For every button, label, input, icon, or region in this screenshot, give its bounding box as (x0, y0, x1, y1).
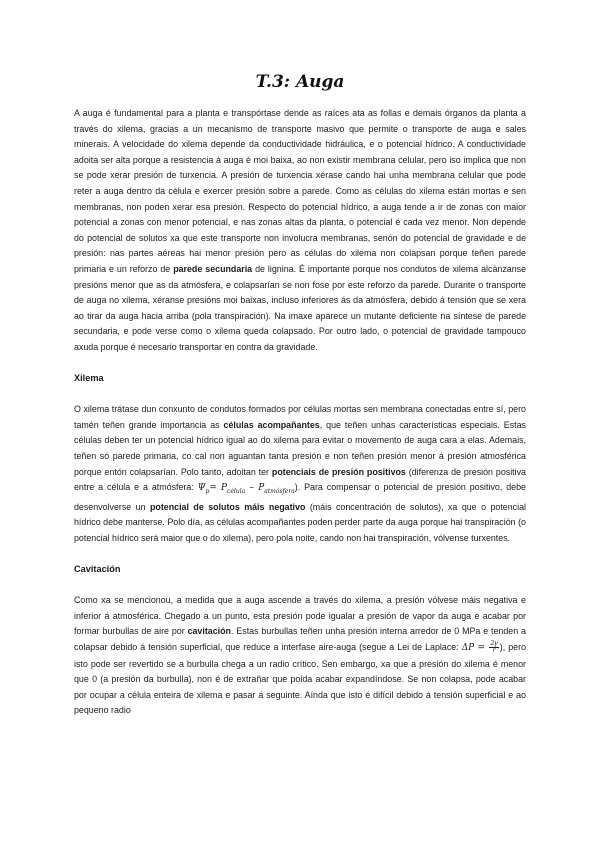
xilema-bold-3: potencial de solutos máis negativo (150, 501, 306, 512)
xilema-text-2: , que teñen unhas características especiais. Estas células deben ter un potencial hídrico igual ao do xilema para evitar o movemento de auga cara a elas. Ademais, teñen só parede primaria, co cal non aguantan tanta presión e non teñen presión menor á presión atmosférica porque entón colapsarían. Polo tanto, adoitan ter (74, 419, 526, 477)
cavitacion-text-1: Como xa se mencionou, a medida que a auga ascende a través do xilema, a presión vólvese máis negativa e inferior á atmosférica. Chegado a un punto, esta presión pode igualar a presión de vapor da auga e acabar por formar burbullas de aire por (74, 595, 526, 637)
document-body (74, 106, 526, 719)
intro-paragraph (74, 106, 526, 356)
eq-psi-sub: p (205, 488, 210, 496)
eq-sub-atmosfera: atmósfera (264, 488, 295, 496)
cavitacion-text-2: . Estas burbullas teñen unha presión interna arredor de 0 MPa e tenden a colapsar debido á tensión superficial, que reduce a interfase aire-auga (segue a Lei de Laplace: (74, 626, 526, 652)
xilema-paragraph (74, 402, 526, 546)
intro-text-1: A auga é fundamental para a planta e transpórtase dende as raíces ata as follas e demais órganos da planta a través do xilema, gracias a un mecanismo de transporte masivo que permite o transporte de auga e sales minerais. A velocidade do xilema depende da conductividade hidráulica, e o potencial hídrico. A conductividade adoita ser alta porque a resistencia á auga é moi baixa, ao non existir membrana celular, pero iso implica que non se pode xerar presión de turxencia. A presión de turxencia xérase cando hai unha membrana celular que pode reter a auga dentro da célula e exercer presión sobre a parede. Como as células do xilema están mortas e sen membranas, non poden xerar esa presión. Respecto do potencial hídrico, a auga tende a ir de zonas con maior potencial a zonas con menor potencial, e nas zonas altas da planta, o potencial é cada vez menor. Non depende do potencial de solutos xa que este transporte non involucra membranas, senón do potencial de gravidade e de presión: nas partes aéreas hai menor presión pero as células do xilema non colapsan porque teñen parede primaria e un reforzo de (74, 108, 526, 274)
eq-minus: – P (245, 483, 265, 494)
eq-fraction (489, 641, 498, 654)
eq-psi: Ψ (197, 483, 206, 494)
section-heading-cavitacion: Cavitación (74, 564, 121, 574)
spacer (74, 546, 526, 562)
eq-denominator: r (492, 646, 496, 654)
intro-bold-1: parede secundaria (173, 263, 253, 274)
pressure-equation (197, 483, 295, 496)
laplace-equation (461, 639, 500, 654)
section-heading-xilema: Xilema (74, 373, 104, 384)
page-title: T.3: Auga (255, 72, 345, 92)
xilema-bold-2: potenciais de presión positivos (271, 466, 406, 477)
xilema-text-5: (máis concentración de solutos), xa que o potencial hídrico debe manterse. Polo día, as células acompañantes poden perder parte da auga porque hai transpiración (o potencial hídrico será maior que o do xilema), pero pola noite, cando non hai transpiración, vólvense turxentes. (74, 501, 526, 543)
eq-numerator: 2γ (490, 639, 498, 647)
spacer (74, 356, 526, 372)
cavitacion-text-3: ), pero isto pode ser revertido se a burbulla chega a un radio crítico. Sen embargo, xa que a presión do xilema é menor que 0 (a presión da burbulla), non é de extrañar que poida acabar expandíndose. Se non colapsa, pode acabar por ocupar a célula enteira de xilema e pasar á seguinte. Aínda que isto é difícil debido á tensión superficial e ao pequeno radio (74, 641, 527, 716)
xilema-text-3: (diferenza de presión positiva entre a célula e a atmósfera: (74, 466, 526, 493)
cavitacion-paragraph (74, 593, 526, 719)
spacer (74, 387, 526, 403)
xilema-text-4: ). Para compensar o potencial de presión positivo, debe desenvolverse un (74, 482, 526, 512)
eq-mid: = P (209, 483, 228, 494)
xilema-text-1: O xilema trátase dun conxunto de condutos formados por células mortas sen membrana conectadas entre sí, pero tamén teñen grande importancia as (74, 404, 526, 430)
eq-sub-celula: célula (227, 488, 246, 496)
intro-text-2: de lignina. É importante porque nos condutos de xilema alcánzanse presións menor que as da atmósfera, e colapsarían se non fose por este reforzo da parede. Durante o transporte de auga no xilema, xéranse presións moi baixas, incluso inferiores ás da atmósfera, debido á tensión que se xera ao tirar da auga hacia arriba (pola transpiración). Na imaxe aparece un mutante deficiente na síntese de parede secundaria, e pode verse como o xilema queda colapsado. Por outro lado, o potencial de gravidade tampouco axuda porque é necesario transportar en contra da gravidade. (74, 263, 526, 352)
xilema-bold-1: células acompañantes (223, 419, 320, 430)
cavitacion-bold-1: cavitación (187, 626, 231, 637)
spacer (74, 578, 526, 594)
eq-lhs: ΔP = (461, 642, 489, 653)
